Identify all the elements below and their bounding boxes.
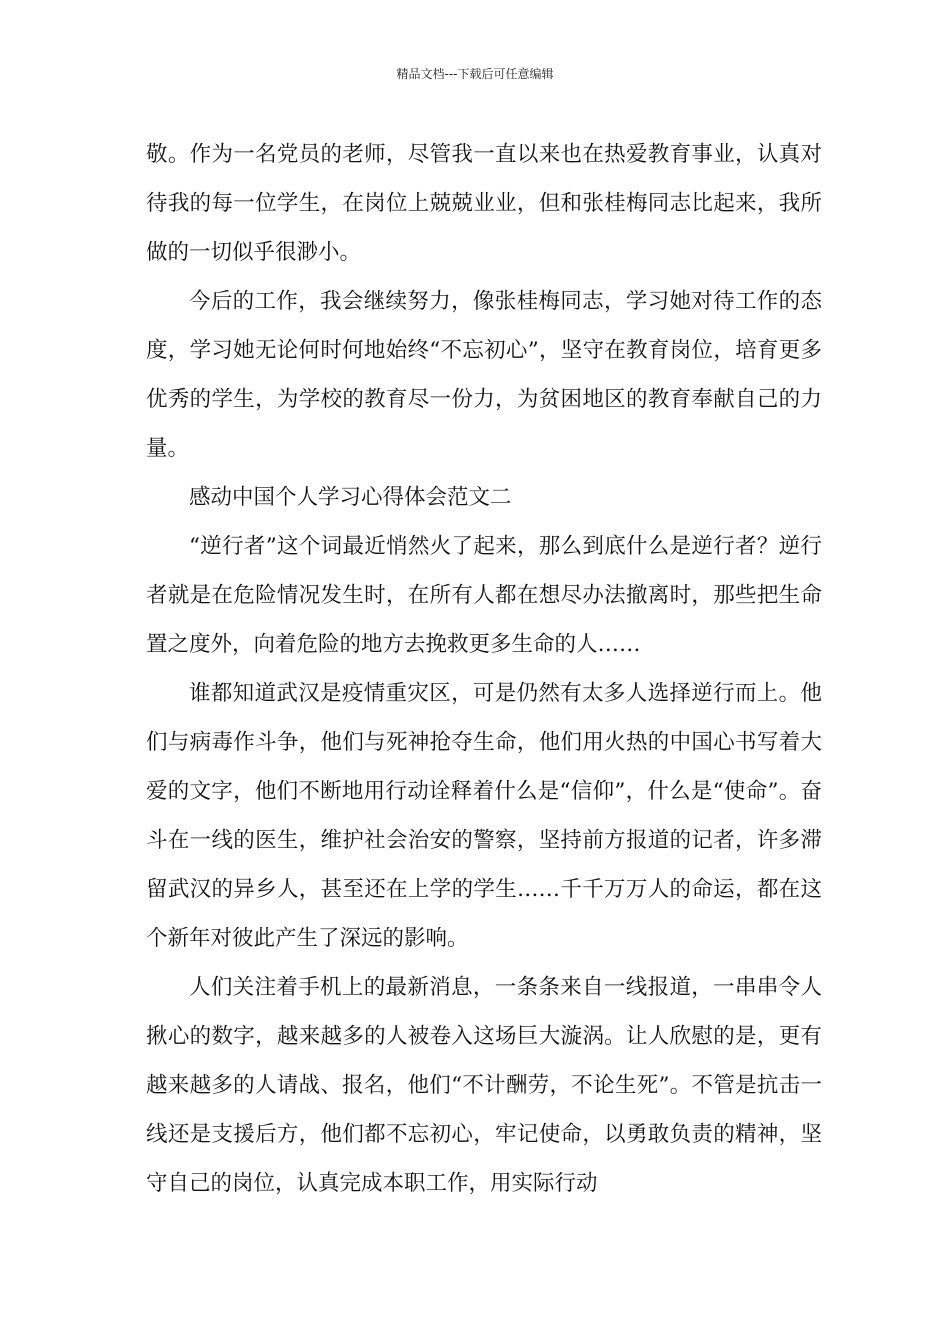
page-header: 精品文档---下载后可任意编辑 [396,67,554,81]
paragraph: “逆行者”这个词最近悄然火了起来，那么到底什么是逆行者？逆行者就是在危险情况发生时，在所有人都在想尽办法撤离时，那些把生命置之度外，向着危险的地方去挽救更多生命的人…… [146,534,822,657]
paragraph: 人们关注着手机上的最新消息，一条条来自一线报道，一串串令人揪心的数字，越来越多的人被卷入这场巨大漩涡。让人欣慰的是，更有越来越多的人请战、报名，他们“不计酬劳，不论生死”。不管是抗击一线还是支援后方，他们都不忘初心，牢记使命，以勇敢负责的精神，坚守自己的岗位，认真完成本职工作，用实际行动 [146,975,822,1196]
paragraph: 谁都知道武汉是疫情重灾区，可是仍然有太多人选择逆行而上。他们与病毒作斗争，他们与死神抢夺生命，他们用火热的中国心书写着大爱的文字，他们不断地用行动诠释着什么是“信仰”，什么是“使命”。奋斗在一线的医生，维护社会治安的警察，坚持前方报道的记者，许多滞留武汉的异乡人，甚至还在上学的学生……千千万万人的命运，都在这个新年对彼此产生了深远的影响。 [146,681,822,951]
section-heading: 感动中国个人学习心得体会范文二 [189,485,512,510]
document-body [146,130,822,1208]
paragraph: 今后的工作，我会继续努力，像张桂梅同志，学习她对待工作的态度，学习她无论何时何地始终“不忘初心”，坚守在教育岗位，培育更多优秀的学生，为学校的教育尽一份力，为贫困地区的教育奉献自己的力量。 [146,289,822,461]
paragraph: 敬。作为一名党员的老师，尽管我一直以来也在热爱教育事业，认真对待我的每一位学生，在岗位上兢兢业业，但和张桂梅同志比起来，我所做的一切似乎很渺小。 [146,142,822,265]
